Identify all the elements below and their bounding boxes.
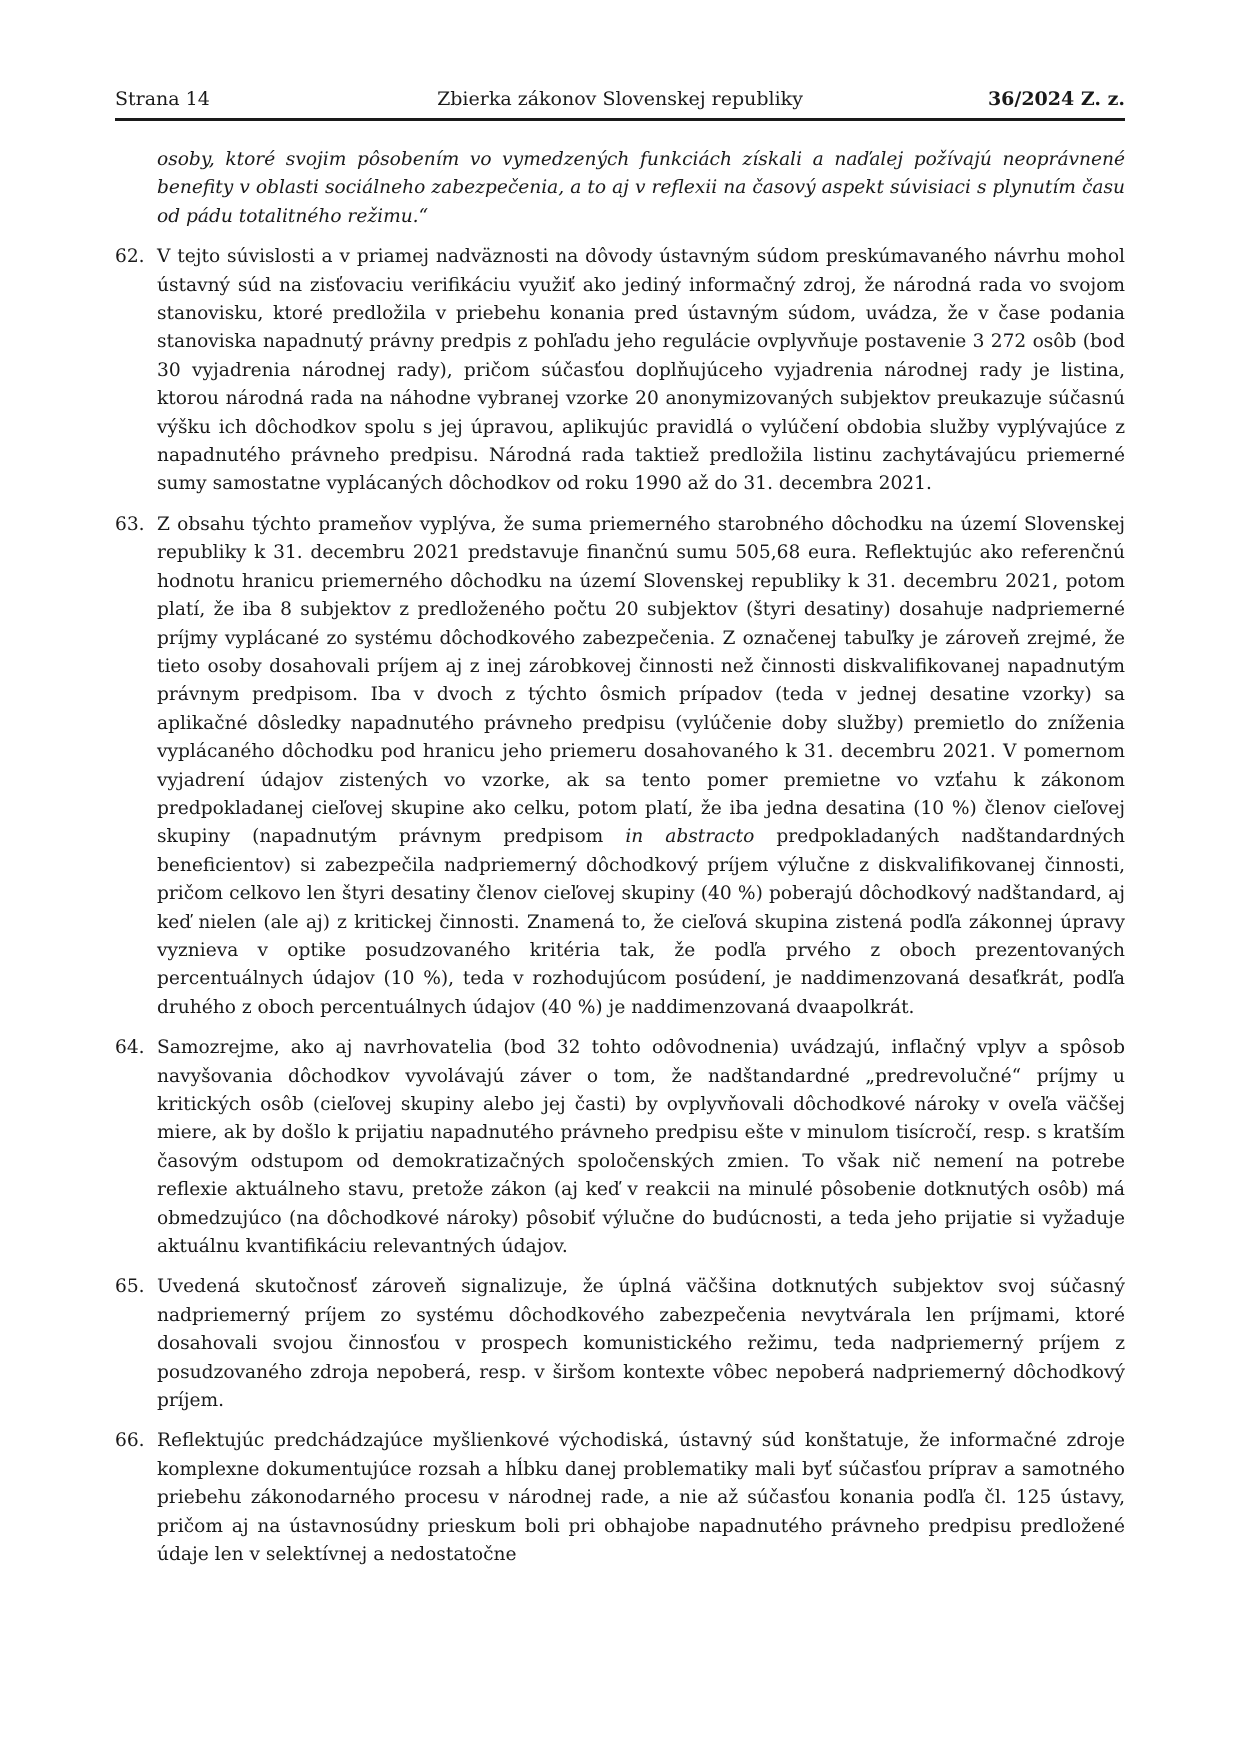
paragraph-64 bbox=[115, 1034, 1125, 1261]
paragraph-number: 63. bbox=[115, 513, 145, 535]
paragraph-text bbox=[157, 511, 1125, 1022]
paragraph-text: V tejto súvislosti a v priamej nadväznosti na dôvody ústavným súdom preskúmavaného návrhu mohol ústavný súd na zisťovaciu verifikáciu využiť ako jediný informačný zdroj, že národná rada vo svojom stanovisku, ktoré predložila v priebehu konania pred ústavným súdom, uvádza, že v čase podania stanoviska napadnutý právny predpis z pohľadu jeho regulácie ovplyvňuje postavenie 3 272 osôb (bod 30 vyjadrenia národnej rady), pričom súčasťou doplňujúceho vyjadrenia národnej rady je listina, ktorou národná rada na náhodne vybranej vzorke 20 anonymizovaných subjektov preukazuje súčasnú výšku ich dôchodkov spolu s jej úpravou, aplikujúc pravidlá o vylúčení obdobia služby vyplývajúce z napadnutého právneho predpisu. Národná rada taktiež predložila listinu zachytávajúcu priemerné sumy samostatne vyplácaných dôchodkov od roku 1990 až do 31. decembra 2021. bbox=[157, 246, 1125, 495]
page-body bbox=[115, 140, 1125, 1570]
paragraph-number: 64. bbox=[115, 1037, 145, 1059]
journal-title: Zbierka zákonov Slovenskej republiky bbox=[437, 88, 803, 110]
paragraph-number: 62. bbox=[115, 246, 145, 268]
paragraph-number: 66. bbox=[115, 1430, 145, 1452]
paragraph-number: 65. bbox=[115, 1276, 145, 1298]
act-number: 36/2024 Z. z. bbox=[987, 88, 1125, 110]
paragraph-text: Uvedená skutočnosť zároveň signalizuje, že úplná väčšina dotknutých subjektov svoj súčasný nadpriemerný príjem zo systému dôchodkového zabezpečenia nevytvárala len príjmami, ktoré dosahovali svojou činnosťou v prospech komunistického režimu, teda nadpriemerný príjem z posudzovaného zdroja nepoberá, resp. v širšom kontexte vôbec nepoberá nadpriemerný dôchodkový príjem. bbox=[157, 1276, 1125, 1412]
quoted-text: osoby, ktoré svojim pôsobením vo vymedzených funkciách získali a naďalej požívajú neoprávnené benefity v oblasti sociálneho zabezpečenia, a to aj v reflexii na časový aspekt súvisiaci s plynutím času od pádu totalitného režimu.“ bbox=[157, 149, 1125, 227]
page-header bbox=[115, 84, 1125, 121]
page-number: Strana 14 bbox=[115, 88, 210, 110]
italic-term: in abstracto bbox=[625, 826, 755, 848]
paragraph-text: Reflektujúc predchádzajúce myšlienkové východiská, ústavný súd konštatuje, že informačné zdroje komplexne dokumentujúce rozsah a hĺbku danej problematiky mali byť súčasťou príprav a samotného priebehu zákonodarného procesu v národnej rade, a nie až súčasťou konania podľa čl. 125 ústavy, pričom aj na ústavnosúdny prieskum boli pri obhajobe napadnutého právneho predpisu predložené údaje len v selektívnej a nedostatočne bbox=[157, 1430, 1125, 1566]
paragraph-62 bbox=[115, 243, 1125, 499]
paragraph-66 bbox=[115, 1427, 1125, 1569]
paragraph-65 bbox=[115, 1273, 1125, 1415]
paragraph-text-part: predpokladaných nadštandardných beneficientov) si zabezpečila nadpriemerný dôchodkový príjem výlučne z diskvalifikovanej činnosti, pričom celkovo len štyri desatiny členov cieľovej skupiny (40 %) poberajú dôchodkový nadštandard, aj keď nielen (ale aj) z kritickej činnosti. Znamená to, že cieľová skupina zistená podľa zákonnej úpravy vyznieva v optike posudzovaného kritéria tak, že podľa prvého z oboch prezentovaných percentuálnych údajov (10 %), teda v rozhodujúcom posúdení, je naddimenzovaná desaťkrát, podľa druhého z oboch percentuálnych údajov (40 %) je naddimenzovaná dvaapolkrát. bbox=[157, 826, 1126, 1018]
paragraph-text: Samozrejme, ako aj navrhovatelia (bod 32 tohto odôvodnenia) uvádzajú, inflačný vplyv a spôsob navyšovania dôchodkov vyvolávajú záver o tom, že nadštandardné „predrevolučné“ príjmy u kritických osôb (cieľovej skupiny alebo jej časti) by ovplyvňovali dôchodkové nároky v oveľa väčšej miere, ak by došlo k prijatiu napadnutého právneho predpisu ešte v minulom tisícročí, resp. s kratším časovým odstupom od demokratizačných spoločenských zmien. To však nič nemení na potrebe reflexie aktuálneho stavu, pretože zákon (aj keď v reakcii na minulé pôsobenie dotknutých osôb) má obmedzujúco (na dôchodkové nároky) pôsobiť výlučne do budúcnosti, a teda jeho prijatie si vyžaduje aktuálnu kvantifikáciu relevantných údajov. bbox=[157, 1037, 1125, 1258]
paragraph-text-part: Z obsahu týchto prameňov vyplýva, že suma priemerného starobného dôchodku na území Slovenskej republiky k 31. decembru 2021 predstavuje finančnú sumu 505,68 eura. Reflektujúc ako referenčnú hodnotu hranicu priemerného dôchodku na území Slovenskej republiky k 31. decembru 2021, potom platí, že iba 8 subjektov z predloženého počtu 20 subjektov (štyri desatiny) dosahuje nadpriemerné príjmy vyplácané zo systému dôchodkového zabezpečenia. Z označenej tabuľky je zároveň zrejmé, že tieto osoby dosahovali príjem aj z inej zárobkovej činnosti než činnosti diskvalifikovanej napadnutým právnym predpisom. Iba v dvoch z týchto ôsmich prípadov (teda v jednej desatine vzorky) sa aplikačné dôsledky napadnutého právneho predpisu (vylúčenie doby služby) premietlo do zníženia vyplácaného dôchodku pod hranicu jeho priemeru dosahovaného k 31. decembru 2021. V pomernom vyjadrení údajov zistených vo vzorke, ak sa tento pomer premietne vo vzťahu k zákonom predpokladanej cieľovej skupine ako celku, potom platí, že iba jedna desatina (10 %) členov cieľovej skupiny (napadnutým právnym predpisom bbox=[157, 513, 1125, 848]
paragraph-63 bbox=[115, 511, 1125, 1022]
